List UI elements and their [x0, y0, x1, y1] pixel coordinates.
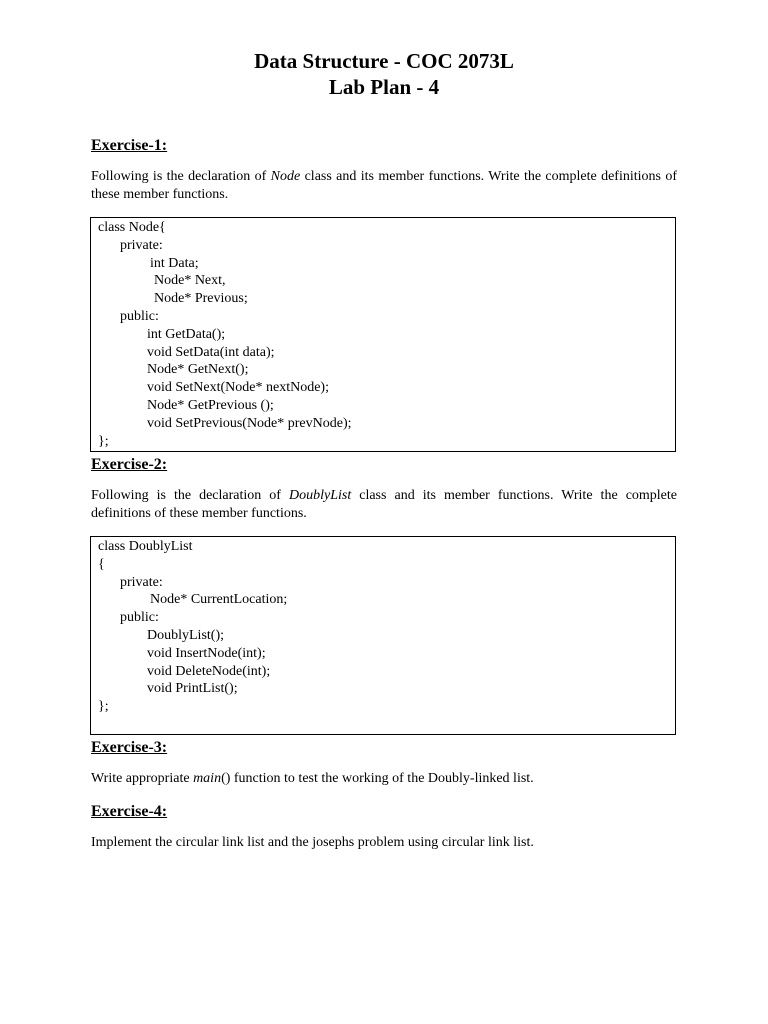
- code-line: private:: [120, 574, 163, 590]
- exercise-1-text-before: Following is the declaration of: [91, 169, 271, 184]
- exercise-2-heading: Exercise-2:: [91, 456, 168, 473]
- exercise-2-text-after: class and its member functions. Write the complete definitions of these member functions.: [91, 488, 677, 521]
- code-line: Node* GetPrevious ();: [147, 397, 274, 413]
- exercise-4-heading: Exercise-4:: [91, 803, 168, 820]
- exercise-1-description: [91, 168, 677, 204]
- exercise-2-description: [91, 487, 677, 523]
- exercise-1-text-after: class and its member functions. Write the complete definitions of these member functions.: [91, 169, 677, 202]
- code-line: {: [98, 556, 105, 572]
- exercise-2-text-before: Following is the declaration of: [91, 488, 289, 503]
- code-line: private:: [120, 237, 163, 253]
- exercise-1-heading: Exercise-1:: [91, 137, 168, 154]
- code-line: };: [98, 433, 109, 449]
- exercise-1-class-name: Node: [270, 169, 301, 184]
- code-line: class Node{: [98, 220, 166, 235]
- code-line: int Data;: [150, 255, 199, 271]
- document-subtitle: Lab Plan - 4: [328, 75, 440, 99]
- code-line: DoublyList();: [147, 627, 224, 643]
- document-title: Data Structure - COC 2073L: [254, 49, 514, 73]
- code-line: Node* GetNext();: [147, 362, 249, 378]
- exercise-2-code-box: [90, 536, 676, 735]
- code-line: Node* Next,: [154, 273, 226, 289]
- code-line: void SetPrevious(Node* prevNode);: [147, 415, 352, 431]
- code-line: Node* CurrentLocation;: [150, 592, 288, 608]
- code-line: void SetData(int data);: [147, 344, 275, 360]
- code-line: void DeleteNode(int);: [147, 663, 271, 679]
- code-line: int GetData();: [147, 326, 226, 342]
- exercise-3-description: [91, 770, 677, 788]
- exercise-3-function-name: main: [193, 771, 222, 786]
- code-line: void SetNext(Node* nextNode);: [147, 380, 329, 396]
- exercise-3-text-after: () function to test the working of the Doubly-linked list.: [221, 771, 534, 786]
- code-line: public:: [120, 610, 159, 626]
- exercise-3-text-before: Write appropriate: [91, 771, 194, 786]
- exercise-3-heading: Exercise-3:: [91, 739, 168, 756]
- code-line: };: [98, 699, 109, 715]
- code-line: Node* Previous;: [154, 291, 248, 307]
- code-line: class DoublyList: [98, 539, 193, 554]
- exercise-4-description: Implement the circular link list and the josephs problem using circular link list.: [91, 835, 534, 850]
- code-line: void InsertNode(int);: [147, 645, 266, 661]
- exercise-2-class-name: DoublyList: [288, 488, 352, 503]
- code-line: public:: [120, 308, 159, 324]
- exercise-1-code-box: [90, 217, 676, 452]
- code-line: void PrintList();: [147, 681, 238, 697]
